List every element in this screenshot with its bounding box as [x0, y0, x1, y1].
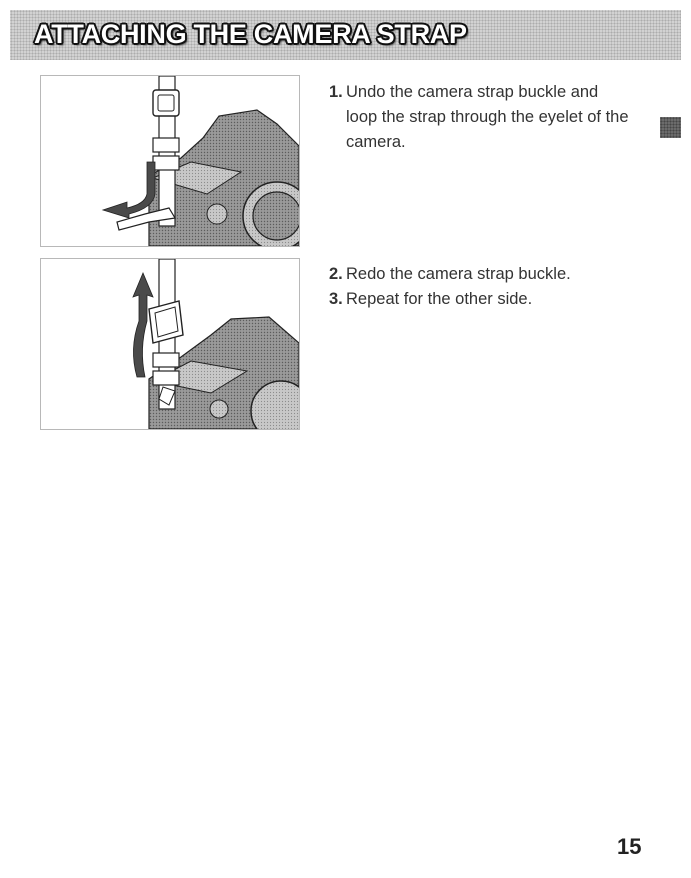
- strap-keeper: [153, 138, 179, 152]
- title-bar: [10, 10, 681, 60]
- strap-buckle: [153, 90, 179, 116]
- step-number: 2.: [329, 265, 343, 283]
- step-text: Repeat for the other side.: [346, 290, 533, 308]
- camera-strap-illustration-2: [41, 259, 299, 429]
- direction-arrow-icon: [103, 162, 155, 218]
- step-item-2: [329, 262, 629, 287]
- up-arrow-icon: [133, 273, 153, 377]
- page-number: 15: [617, 834, 642, 859]
- camera-strap-illustration-1: [41, 76, 299, 246]
- figure-step-1: [40, 75, 300, 247]
- step-number: 3.: [329, 290, 343, 308]
- step-item-3: [329, 287, 629, 312]
- strap-buckle: [149, 301, 183, 343]
- step-text: Undo the camera strap buckle and loop the strap through the eyelet of the camera.: [346, 83, 629, 151]
- strap-keeper: [153, 353, 179, 367]
- step-number: 1.: [329, 83, 343, 101]
- camera-dial: [210, 400, 228, 418]
- step-item-1: [329, 80, 629, 155]
- section-tab-marker: [660, 117, 681, 138]
- step-text: Redo the camera strap buckle.: [346, 265, 571, 283]
- camera-dial: [207, 204, 227, 224]
- page-title: ATTACHING THE CAMERA STRAP: [34, 19, 467, 49]
- figure-step-2: [40, 258, 300, 430]
